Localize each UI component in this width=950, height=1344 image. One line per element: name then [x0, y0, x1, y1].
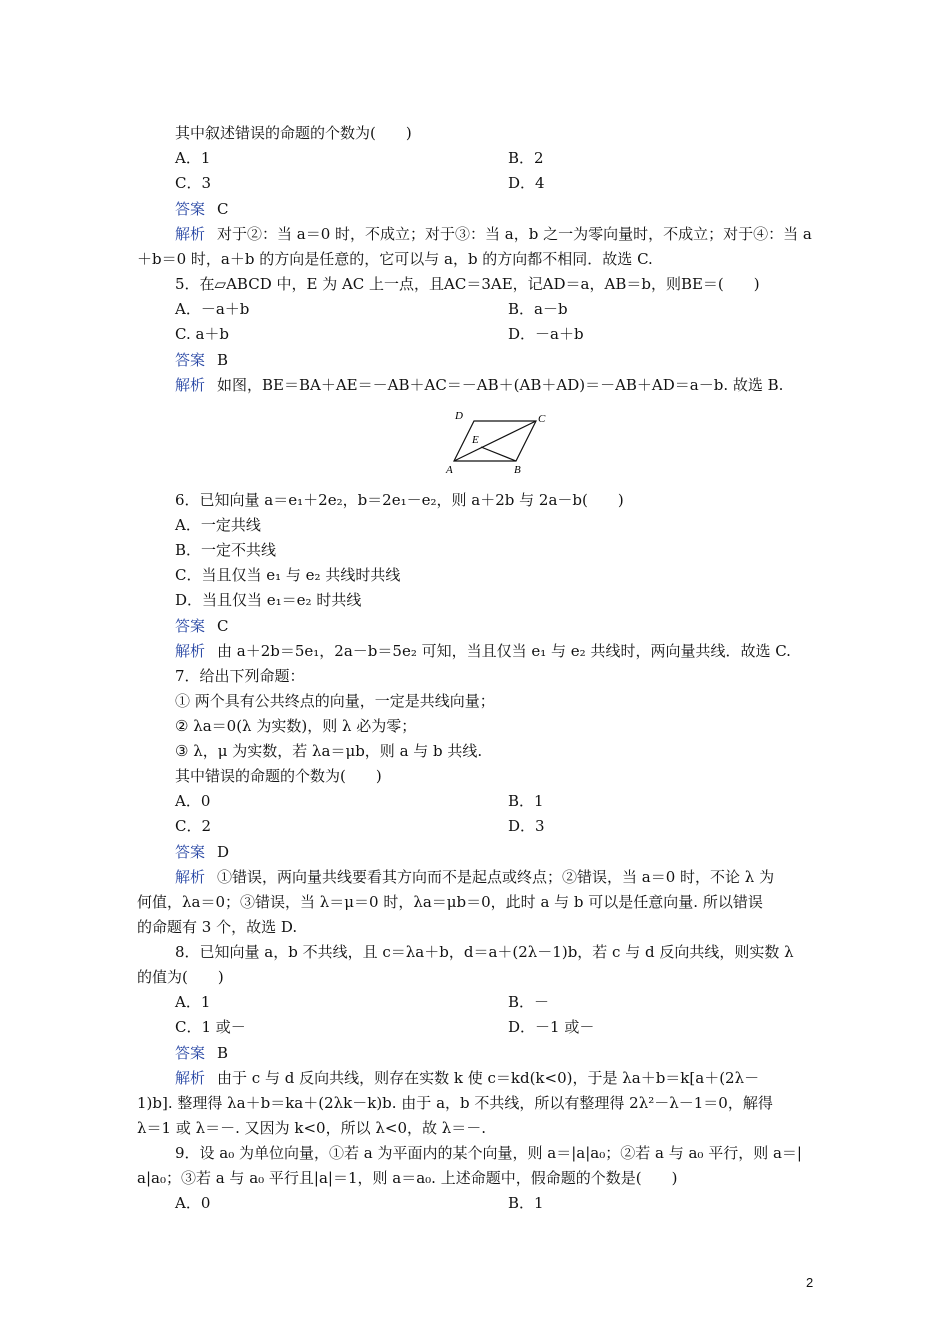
- text-line: [175, 350, 228, 370]
- line-text: C. a＋b: [175, 325, 230, 343]
- text-line: [137, 1093, 773, 1113]
- line-text: 如图，BE＝BA＋AE＝－AB＋AC＝－AB＋(AB＋AD)＝－AB＋AD＝a－b. 故选 B.: [217, 376, 784, 394]
- text-line: [175, 791, 210, 811]
- text-line: [175, 766, 382, 786]
- label-d: D: [455, 410, 463, 422]
- label-e: E: [472, 434, 479, 446]
- text-line: [175, 842, 229, 862]
- line-text: B．1: [508, 792, 544, 810]
- label-b: B: [514, 464, 521, 475]
- line-text: B．2: [508, 149, 544, 167]
- text-line: [175, 274, 760, 294]
- line-text: B: [217, 1044, 229, 1062]
- text-line: [175, 375, 783, 395]
- text-line: [137, 249, 653, 269]
- text-line: [508, 1017, 594, 1037]
- line-text: B．－: [508, 993, 550, 1011]
- text-line: [175, 1043, 228, 1063]
- line-text: B: [217, 351, 229, 369]
- text-line: [175, 299, 249, 319]
- section-label: 解析: [175, 642, 206, 660]
- text-line: [175, 716, 416, 736]
- line-text: 其中错误的命题的个数为( ): [175, 767, 382, 785]
- line-text: D．－1 或－: [508, 1018, 595, 1036]
- line-text: 其中叙述错误的命题的个数为( ): [175, 124, 412, 142]
- line-text: D．当且仅当 e₁＝e₂ 时共线: [175, 591, 362, 609]
- line-text: 的命题有 3 个，故选 D.: [137, 918, 298, 936]
- line-text: C: [217, 200, 229, 218]
- line-text: C．当且仅当 e₁ 与 e₂ 共线时共线: [175, 566, 401, 584]
- text-line: [175, 515, 261, 535]
- line-text: 由 a＋2b＝5e₁，2a－b＝5e₂ 可知，当且仅当 e₁ 与 e₂ 共线时，两向量共线．故选 C.: [217, 642, 791, 660]
- line-text: 5．在▱ABCD 中，E 为 AC 上一点，且AC＝3AE，记AD＝a，AB＝b，则BE＝( ): [175, 275, 760, 293]
- text-line: [137, 1168, 677, 1188]
- text-line: [508, 173, 545, 193]
- diagonal-ac: [454, 421, 536, 461]
- text-line: [175, 173, 211, 193]
- text-line: [175, 224, 812, 244]
- line-text: a|a₀；③若 a 与 a₀ 平行且|a|＝1，则 a＝a₀. 上述命题中，假命题的个数是( ): [137, 1169, 678, 1187]
- line-text: A．－a＋b: [175, 300, 250, 318]
- line-text: D．－a＋b: [508, 325, 584, 343]
- segment-be: [481, 447, 516, 461]
- line-text: C．1 或－: [175, 1018, 246, 1036]
- text-line: [175, 691, 495, 711]
- text-line: [175, 641, 791, 661]
- text-line: [175, 741, 482, 761]
- line-text: B．a－b: [508, 300, 568, 318]
- line-text: 6．已知向量 a＝e₁＋2e₂，b＝2e₁－e₂，则 a＋2b 与 2a－b( ): [175, 491, 624, 509]
- text-line: [508, 324, 584, 344]
- section-label: 答案: [175, 617, 206, 635]
- line-text: 8．已知向量 a，b 不共线，且 c＝λa＋b，d＝a＋(2λ－1)b，若 c 与 d 反向共线，则实数 λ: [175, 943, 794, 961]
- line-text: λ＝1 或 λ＝－. 又因为 k<0，所以 λ<0，故 λ＝－.: [137, 1119, 487, 1137]
- line-text: B．一定不共线: [175, 541, 277, 559]
- line-text: A．0: [175, 1194, 211, 1212]
- text-line: [508, 791, 544, 811]
- text-line: [175, 1193, 210, 1213]
- section-label: 答案: [175, 843, 206, 861]
- page-number: 2: [806, 1275, 814, 1290]
- line-text: B．1: [508, 1194, 544, 1212]
- text-line: [508, 992, 549, 1012]
- line-text: A．一定共线: [175, 516, 261, 534]
- text-line: [175, 199, 229, 219]
- line-text: D: [217, 843, 230, 861]
- text-line: [137, 967, 224, 987]
- line-text: C．2: [175, 817, 212, 835]
- section-label: 答案: [175, 1044, 206, 1062]
- text-line: [175, 540, 276, 560]
- line-text: D．3: [508, 817, 545, 835]
- section-label: 解析: [175, 376, 206, 394]
- line-text: 由于 c 与 d 反向共线，则存在实数 k 使 c＝kd(k<0)，于是 λa＋b＝k[a＋(2λ－: [217, 1069, 760, 1087]
- line-text: C．3: [175, 174, 212, 192]
- text-line: [508, 816, 545, 836]
- line-text: D．4: [508, 174, 545, 192]
- line-text: A．1: [175, 149, 211, 167]
- text-line: [175, 123, 412, 143]
- text-line: [175, 490, 624, 510]
- line-text: ③ λ，μ 为实数，若 λa＝μb，则 a 与 b 共线.: [175, 742, 483, 760]
- line-text: C: [217, 617, 229, 635]
- line-text: 9．设 a₀ 为单位向量，①若 a 为平面内的某个向量，则 a＝|a|a₀；②若 a 与 a₀ 平行，则 a＝|: [175, 1144, 802, 1162]
- text-line: [137, 892, 763, 912]
- text-line: [175, 867, 774, 887]
- section-label: 答案: [175, 351, 206, 369]
- line-text: 对于②：当 a＝0 时，不成立；对于③：当 a，b 之一为零向量时，不成立；对于④：当 a: [217, 225, 812, 243]
- text-line: [137, 1118, 486, 1138]
- line-text: 何值，λa＝0；③错误，当 λ＝μ＝0 时，λa＝μb＝0，此时 a 与 b 可以是任意向量. 所以错误: [137, 893, 763, 911]
- section-label: 答案: [175, 200, 206, 218]
- label-a: A: [446, 464, 453, 475]
- line-text: ①错误，两向量共线要看其方向而不是起点或终点；②错误，当 a＝0 时，不论 λ 为: [217, 868, 775, 886]
- text-line: [508, 1193, 544, 1213]
- line-text: 1)b]. 整理得 λa＋b＝ka＋(2λk－k)b. 由于 a，b 不共线，所以有整理得 2λ²－λ－1＝0，解得: [137, 1094, 773, 1112]
- line-text: ① 两个具有公共终点的向量，一定是共线向量；: [175, 692, 495, 710]
- text-line: [175, 816, 211, 836]
- line-text: A．1: [175, 993, 211, 1011]
- label-c: C: [538, 413, 546, 425]
- text-line: [175, 942, 794, 962]
- text-line: [175, 590, 361, 610]
- text-line: [175, 992, 210, 1012]
- text-line: [137, 917, 297, 937]
- text-line: [508, 148, 544, 168]
- text-line: [175, 1143, 802, 1163]
- text-line: [508, 299, 568, 319]
- line-text: ＋b＝0 时，a＋b 的方向是任意的，它可以与 a，b 的方向都不相同．故选 C.: [137, 250, 653, 268]
- text-line: [175, 565, 400, 585]
- line-text: A．0: [175, 792, 211, 810]
- text-line: [175, 1068, 759, 1088]
- text-line: [175, 1017, 246, 1037]
- section-label: 解析: [175, 868, 206, 886]
- line-text: 的值为( ): [137, 968, 224, 986]
- text-line: [175, 324, 229, 344]
- text-line: [175, 616, 229, 636]
- line-text: ② λa＝0(λ 为实数)，则 λ 必为零；: [175, 717, 417, 735]
- section-label: 解析: [175, 1069, 206, 1087]
- section-label: 解析: [175, 225, 206, 243]
- text-line: [175, 666, 305, 686]
- line-text: 7．给出下列命题：: [175, 667, 305, 685]
- text-line: [175, 148, 210, 168]
- parallelogram-figure: [440, 405, 552, 475]
